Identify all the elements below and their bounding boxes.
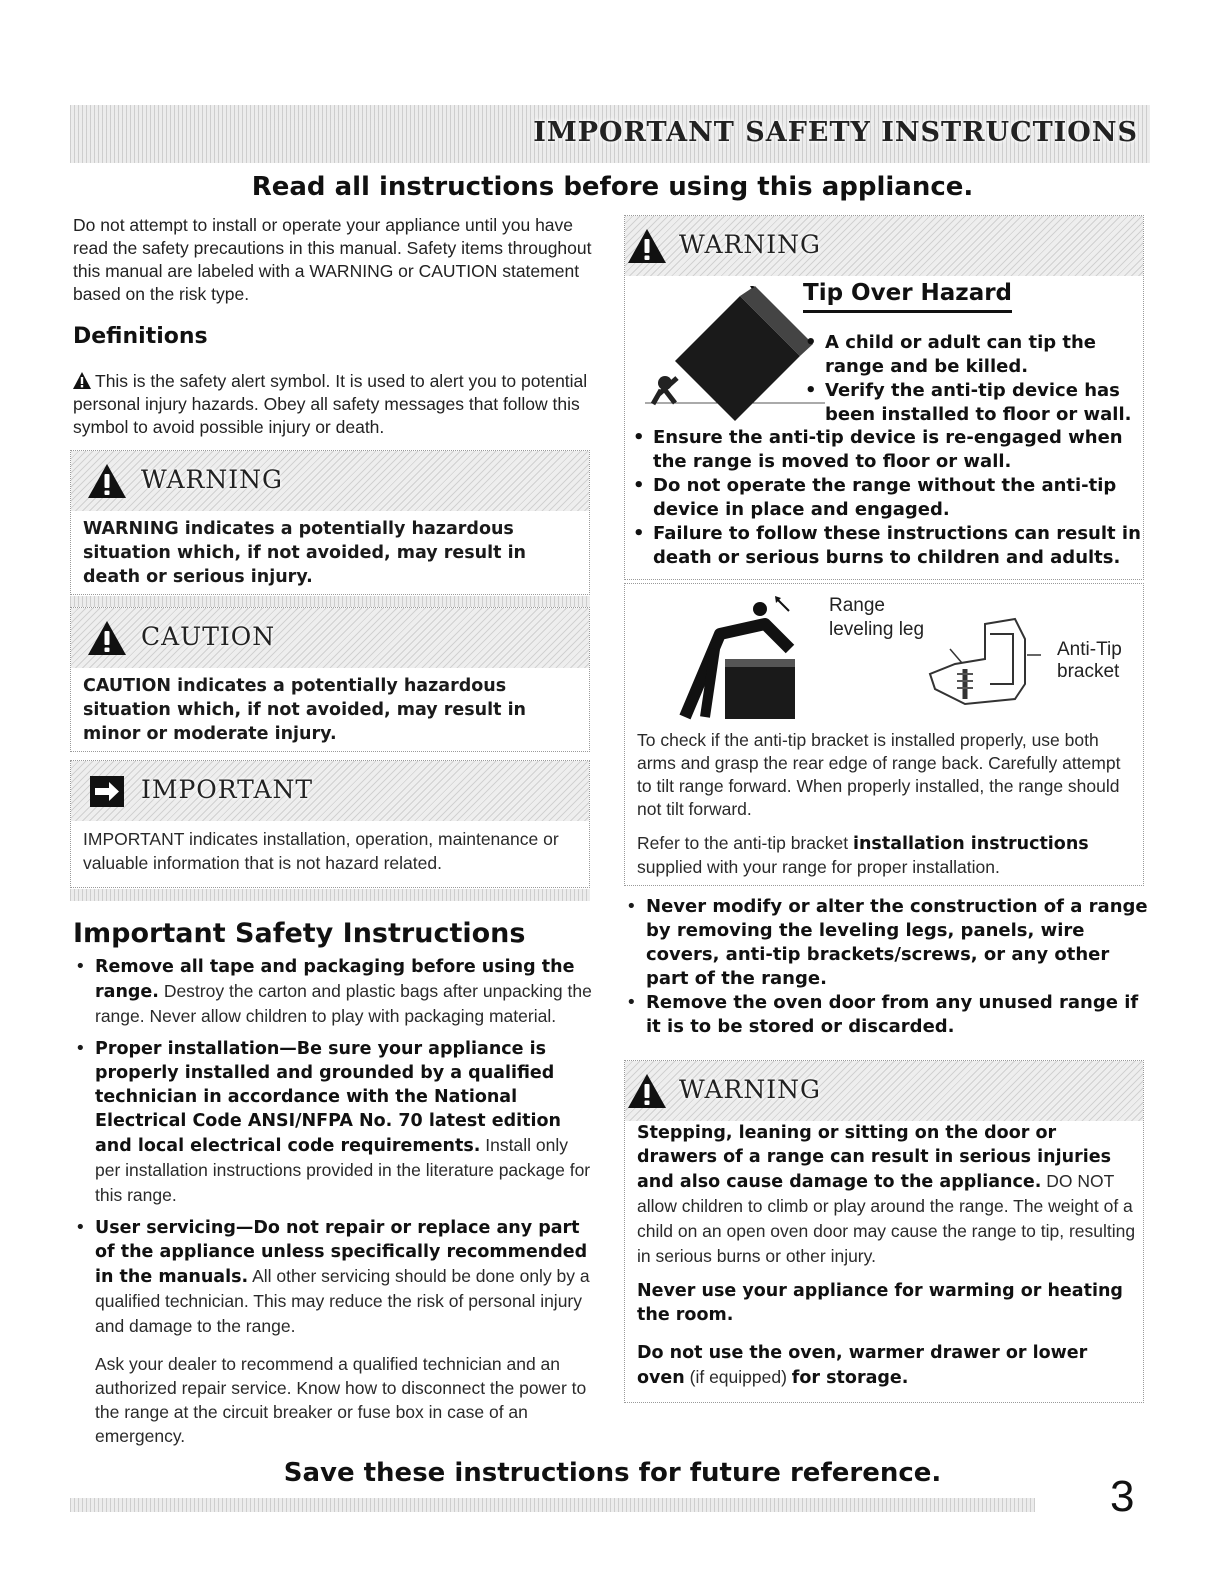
caution-title: CAUTION: [141, 622, 276, 651]
header-banner: [70, 105, 1150, 163]
list-item: • Remove all tape and packaging before using the range. Destroy the carton and plastic bags after unpacking the range. Never allow children to play with packaging material.: [73, 955, 593, 1029]
step-warning-header: [625, 1061, 1143, 1121]
list-item: • Do not operate the range without the anti-tip device in place and engaged.: [629, 474, 1144, 522]
safety-alert-icon: [73, 372, 91, 389]
tip-hazard-list-b: [629, 426, 1144, 570]
list-item: • User servicing—Do not repair or replace any part of the appliance unless specifically recommended in the manuals. All other servicing should be done only by a qualified technician. This may reduce the risk of personal injury and damage to the range.: [73, 1216, 593, 1339]
page-number: 3: [1110, 1472, 1135, 1521]
list-item: • Proper installation—Be sure your appliance is properly installed and grounded by a qualified technician in accordance with the National Electrical Code ANSI/NFPA No. 70 latest edition and local electrical code requirements. Install only per installation instructions provided in the literature package for this range.: [73, 1037, 593, 1208]
heating-paragraph: Never use your appliance for warming or heating the room.: [637, 1281, 1123, 1325]
tip-over-warning-box: [624, 215, 1144, 580]
warning-header: [71, 451, 589, 511]
warning-triangle-icon: [87, 463, 127, 499]
refer-instructions: Refer to the anti-tip bracket installation instructions supplied with your range for proper installation.: [637, 833, 1089, 877]
banner-title: IMPORTANT SAFETY INSTRUCTIONS: [533, 117, 1138, 148]
list-item: • Verify the anti-tip device has been installed to floor or wall.: [801, 379, 1141, 427]
safety-instructions-heading: Important Safety Instructions: [73, 918, 526, 949]
important-title: IMPORTANT: [141, 775, 314, 804]
anti-tip-check-illustration: [665, 589, 1125, 724]
footer-stripe: [70, 1498, 1035, 1512]
important-header: [71, 761, 589, 821]
warning-text: WARNING indicates a potentially hazardous situation which, if not avoided, may result in death or serious injury.: [83, 519, 527, 587]
list-item: • Remove the oven door from any unused range if it is to be stored or discarded.: [624, 991, 1149, 1039]
anti-tip-check-box: [624, 583, 1144, 886]
caution-header: [71, 608, 589, 668]
leveling-leg-label-1: Range: [829, 595, 885, 616]
leveling-leg-label-2: leveling leg: [829, 619, 925, 640]
important-text: IMPORTANT indicates installation, operation, maintenance or valuable information that is not hazard related.: [83, 829, 559, 873]
tip-warning-header: [625, 216, 1143, 276]
page-subtitle: Read all instructions before using this appliance.: [251, 172, 974, 202]
caution-definition-box: [70, 607, 590, 752]
tipping-range-illustration: [635, 286, 825, 436]
range-modification-list: [624, 895, 1149, 1039]
warning-definition-box: [70, 450, 590, 595]
important-definition-box: [70, 760, 590, 888]
caution-text: CAUTION indicates a potentially hazardous situation which, if not avoided, may result in minor or moderate injury.: [83, 676, 527, 744]
safety-instructions-list: [73, 955, 593, 1347]
warning-title: WARNING: [141, 465, 283, 494]
list-item: • Never modify or alter the construction of a range by removing the leveling legs, panels, wire covers, anti-tip brackets/screws, or any other part of the range.: [624, 895, 1149, 991]
definitions-heading: Definitions: [73, 324, 208, 349]
check-instructions: To check if the anti-tip bracket is installed properly, use both arms and grasp the rear edge of range back. Carefully attempt to tilt range forward. When properly installed, the range should not tilt forward.: [637, 730, 1121, 819]
tip-hazard-list-a: [801, 331, 1141, 427]
step-warning-title: WARNING: [679, 1075, 821, 1104]
list-item: • Failure to follow these instructions can result in death or serious burns to children and adults.: [629, 522, 1144, 570]
important-arrow-icon: [87, 773, 127, 809]
anti-tip-label-1: Anti-Tip: [1057, 639, 1122, 660]
dealer-paragraph: Ask your dealer to recommend a qualified technician and an authorized repair service. Know how to disconnect the power to the range at the circuit breaker or fuse box in case of an emergency.: [95, 1354, 587, 1446]
tip-warning-title: WARNING: [679, 230, 821, 259]
stepping-warning-box: [624, 1060, 1144, 1403]
definitions-paragraph: [73, 370, 598, 439]
list-item: • Ensure the anti-tip device is re-engaged when the range is moved to floor or wall.: [629, 426, 1144, 474]
caution-triangle-icon: [87, 620, 127, 656]
save-instructions-footer: Save these instructions for future reference.: [283, 1458, 942, 1488]
list-item: • A child or adult can tip the range and be killed.: [801, 331, 1141, 379]
warning-triangle-icon: [627, 1073, 667, 1109]
divider-stripe: [70, 889, 590, 901]
storage-paragraph: Do not use the oven, warmer drawer or lower oven (if equipped) for storage.: [637, 1343, 1088, 1388]
intro-paragraph: Do not attempt to install or operate your appliance until you have read the safety precautions in this manual. Safety items throughout this manual are labeled with a WARNING or CAUTION statement based on the risk type.: [73, 215, 592, 304]
stepping-paragraph: Stepping, leaning or sitting on the door or drawers of a range can result in serious injuries and also cause damage to the appliance. DO NOT allow children to climb or play around the range. The weight of a child on an open oven door may cause the range to tip, resulting in serious burns or other injury.: [637, 1123, 1136, 1266]
definitions-text: This is the safety alert symbol. It is used to alert you to potential personal injury hazards. Obey all safety messages that follow this symbol to avoid possible injury or death.: [73, 371, 588, 437]
tip-over-hazard-title: Tip Over Hazard: [803, 280, 1012, 313]
anti-tip-label-2: bracket: [1057, 661, 1120, 682]
warning-triangle-icon: [627, 228, 667, 264]
